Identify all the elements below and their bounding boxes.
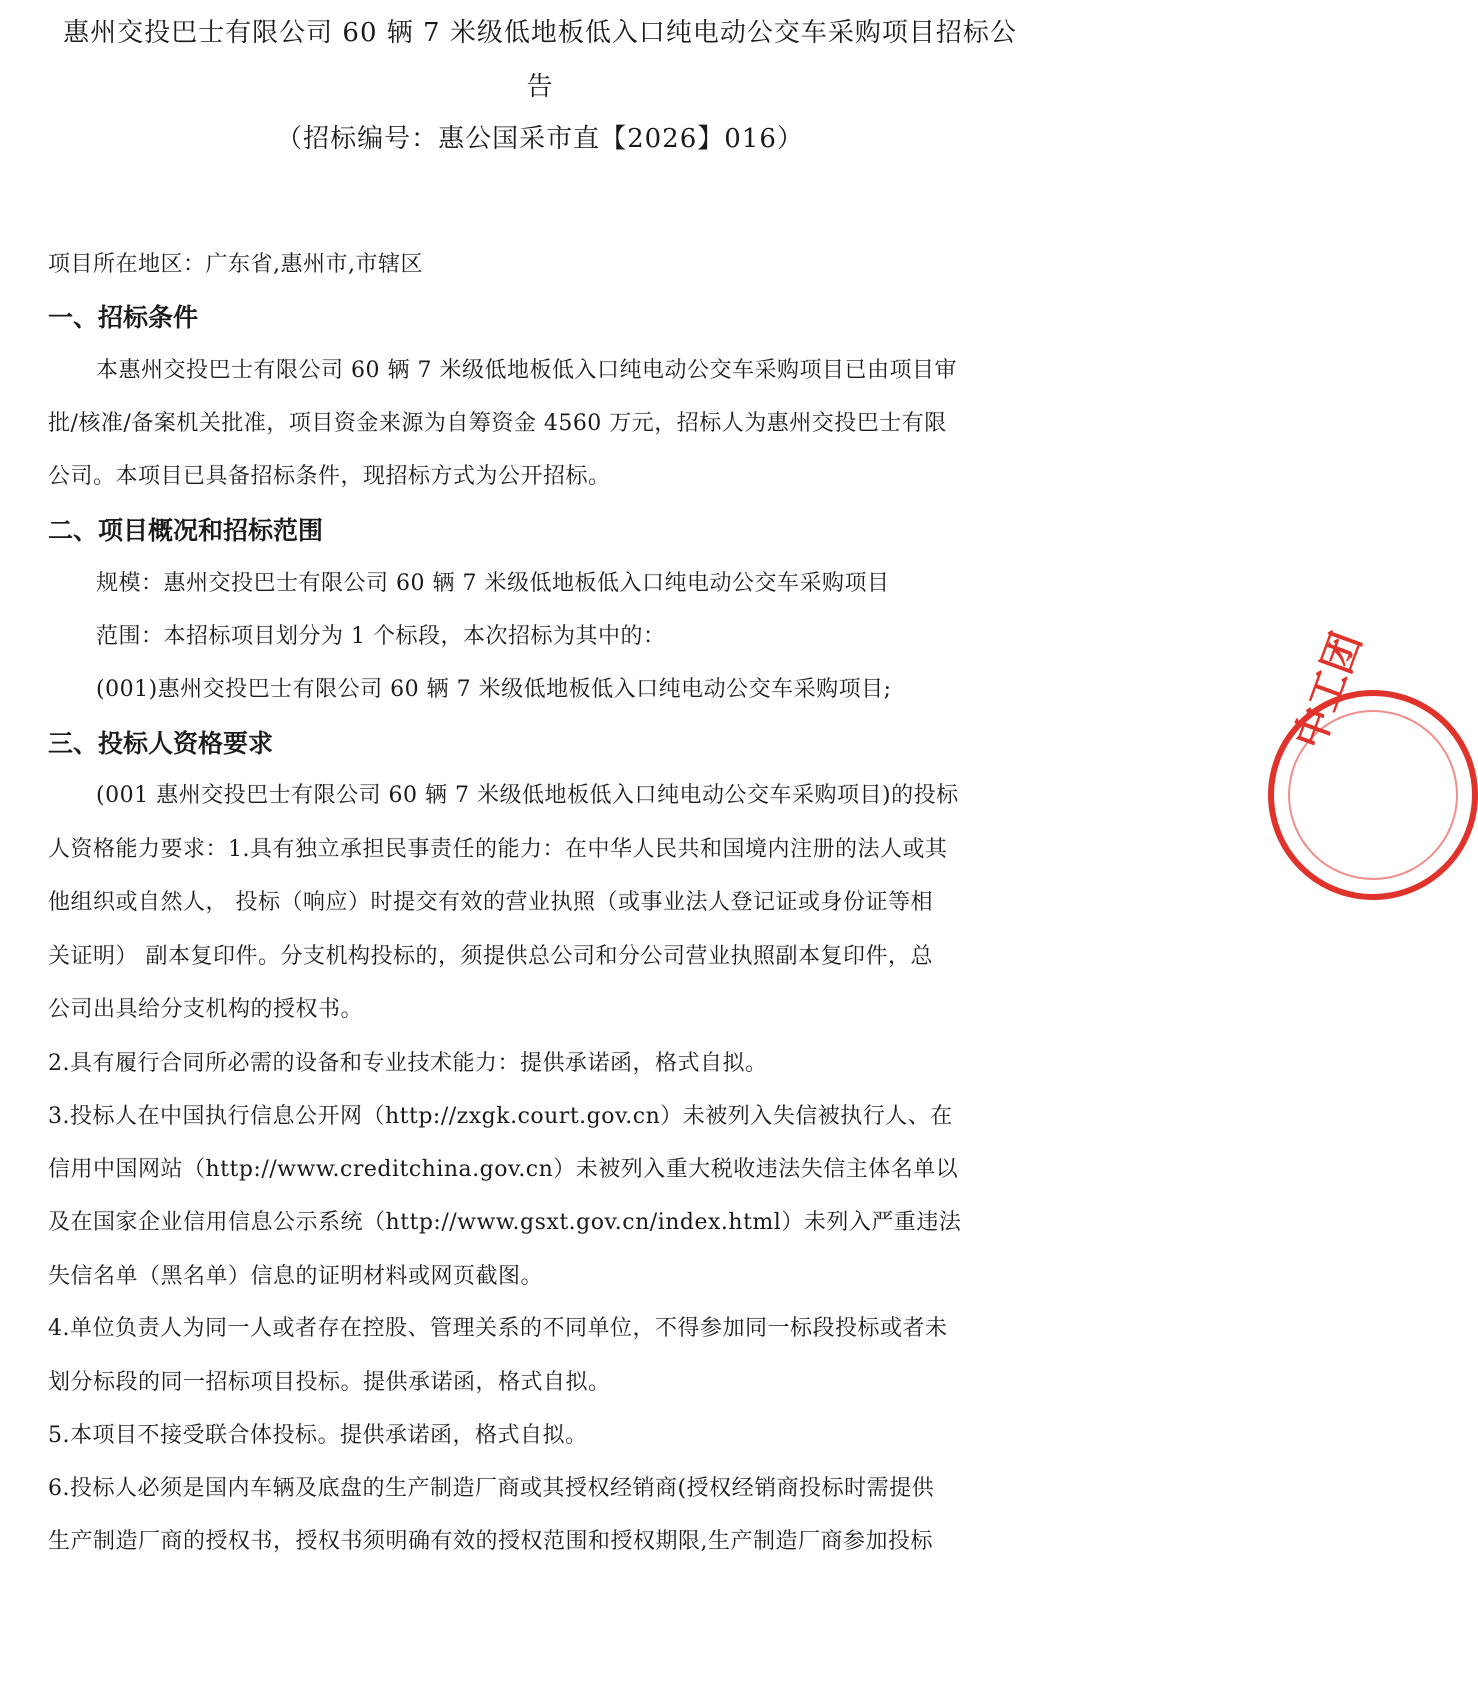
- section-3-line: 信用中国网站（http://www.creditchina.gov.cn）未被列入重大税收违法失信主体名单以: [48, 1157, 959, 1182]
- section-2-line: (001)惠州交投巴士有限公司 60 辆 7 米级低地板低入口纯电动公交车采购项目;: [96, 677, 892, 702]
- section-2-heading: 二、项目概况和招标范围: [48, 516, 324, 545]
- project-region: 项目所在地区：广东省,惠州市,市辖区: [48, 252, 423, 277]
- section-1-line: 公司。本项目已具备招标条件，现招标方式为公开招标。: [48, 464, 611, 489]
- section-3-line: 6.投标人必须是国内车辆及底盘的生产制造厂商或其授权经销商(授权经销商投标时需提供: [48, 1476, 935, 1501]
- section-3-line: 2.具有履行合同所必需的设备和专业技术能力：提供承诺函，格式自拟。: [48, 1051, 768, 1076]
- section-3-line: 及在国家企业信用信息公示系统（http://www.gsxt.gov.cn/index.html）未列入严重违法: [48, 1210, 962, 1235]
- section-3-line: 他组织或自然人， 投标（响应）时提交有效的营业执照（或事业法人登记证或身份证等相: [48, 890, 933, 915]
- section-3-line: 失信名单（黑名单）信息的证明材料或网页截图。: [48, 1264, 544, 1289]
- section-3-line: 划分标段的同一招标项目投标。提供承诺函，格式自拟。: [48, 1370, 611, 1395]
- section-1-line: 本惠州交投巴士有限公司 60 辆 7 米级低地板低入口纯电动公交车采购项目已由项目审: [96, 358, 957, 383]
- section-3-line: 生产制造厂商的授权书，授权书须明确有效的授权范围和授权期限,生产制造厂商参加投标: [48, 1529, 933, 1554]
- section-3-heading: 三、投标人资格要求: [48, 729, 274, 758]
- section-2-line: 规模：惠州交投巴士有限公司 60 辆 7 米级低地板低入口纯电动公交车采购项目: [96, 571, 890, 596]
- doc-title-line2: 告: [526, 72, 554, 102]
- doc-title-line1: 惠州交投巴士有限公司 60 辆 7 米级低地板低入口纯电动公交车采购项目招标公: [63, 18, 1017, 48]
- section-2-line: 范围：本招标项目划分为 1 个标段，本次招标为其中的：: [96, 624, 666, 649]
- section-3-line: 人资格能力要求：1.具有独立承担民事责任的能力：在中华人民共和国境内注册的法人或其: [48, 837, 948, 862]
- section-3-line: 3.投标人在中国执行信息公开网（http://zxgk.court.gov.cn）未被列入失信被执行人、在: [48, 1104, 953, 1129]
- section-3-line: 关证明） 副本复印件。分支机构投标的，须提供总公司和分公司营业执照副本复印件，总: [48, 944, 933, 969]
- red-seal-stamp-icon: [1268, 626, 1478, 900]
- section-3-line: 5.本项目不接受联合体投标。提供承诺函，格式自拟。: [48, 1423, 588, 1448]
- section-3-line: (001 惠州交投巴士有限公司 60 辆 7 米级低地板低入口纯电动公交车采购项目)的投标: [96, 783, 959, 808]
- section-3-line: 公司出具给分支机构的授权书。: [48, 997, 364, 1022]
- doc-tender-number: （招标编号：惠公国采市直【2026】016）: [276, 124, 804, 154]
- section-1-heading: 一、招标条件: [48, 303, 199, 332]
- section-3-line: 4.单位负责人为同一人或者存在控股、管理关系的不同单位，不得参加同一标段投标或者未: [48, 1316, 948, 1341]
- section-1-line: 批/核准/备案机关批准，项目资金来源为自筹资金 4560 万元，招标人为惠州交投巴士有限: [48, 411, 947, 436]
- seal-lettering: 中工团: [1286, 626, 1371, 755]
